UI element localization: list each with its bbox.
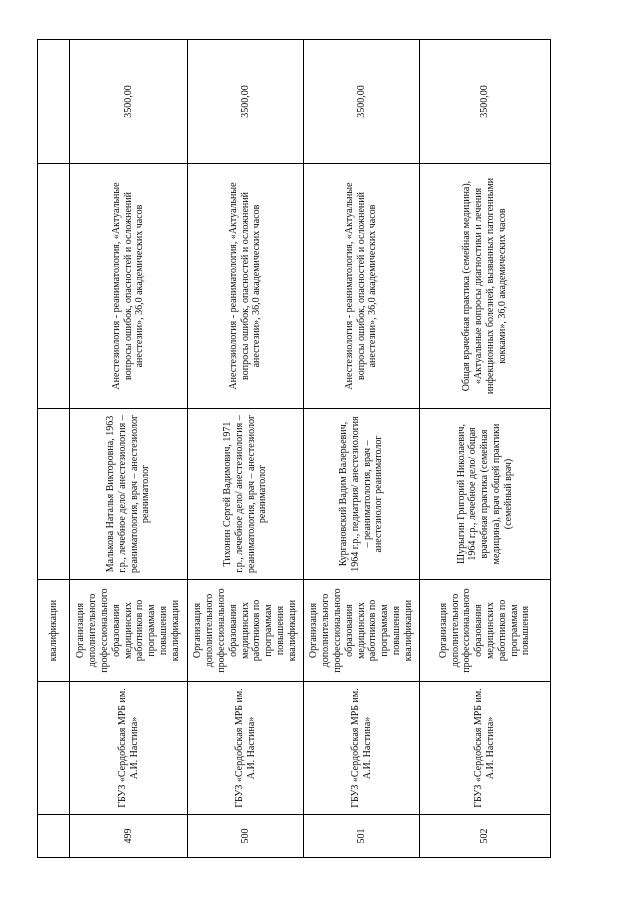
cell-person-empty xyxy=(38,409,70,580)
organization-cell: ГБУЗ «Сердобская МРБ им. А.И. Настина» xyxy=(420,682,551,815)
price-cell: 3500,00 xyxy=(420,40,551,164)
program-cell: Организация дополнительного профессионального образования медицинских работников по программам повышения xyxy=(420,580,551,682)
price-cell: 3500,00 xyxy=(304,40,420,164)
program-cell: Организация дополнительного профессионального образования медицинских работников по программам повышения квалификации xyxy=(188,580,304,682)
row-number: 502 xyxy=(420,815,551,858)
cell-number-empty xyxy=(38,815,70,858)
person-cell: Малькова Наталья Викторовна, 1963 г.р., лечебное дело/ анестезиология – реаниматология, врач – анестезиолог реаниматолог xyxy=(70,409,188,580)
table-row xyxy=(304,40,420,858)
organization-cell: ГБУЗ «Сердобская МРБ им. А.И. Настина» xyxy=(304,682,420,815)
course-cell: Анестезиология - реаниматология, «Актуальные вопросы ошибок, опасностей и осложнений анестезии», 36,0 академических часов xyxy=(188,164,304,409)
program-cell: Организация дополнительного профессионального образования медицинских работников по программам повышения квалификации xyxy=(304,580,420,682)
cell-organization-empty xyxy=(38,682,70,815)
table-row xyxy=(188,40,304,858)
course-cell: Анестезиология - реаниматология, «Актуальные вопросы ошибок, опасностей и осложнений анестезии», 36,0 академических часов xyxy=(304,164,420,409)
price-cell: 3500,00 xyxy=(188,40,304,164)
person-cell: Тихонин Сергей Вадимович, 1971 г.р., лечебное дело/ анестезиология – реаниматология, врач – анестезиолог реаниматолог xyxy=(188,409,304,580)
price-cell: 3500,00 xyxy=(70,40,188,164)
person-cell: Кургановский Вадим Валерьевич, 1964 г.р., педиатрия/ анестезиология – реаниматология, врач – анестезиолог реаниматолог xyxy=(304,409,420,580)
organization-cell: ГБУЗ «Сердобская МРБ им. А.И. Настина» xyxy=(188,682,304,815)
table-row xyxy=(420,40,551,858)
services-table xyxy=(37,39,551,858)
course-cell: Общая врачебная практика (семейная медицина), «Актуальные вопросы диагностики и лечения инфекционных болезней, вызванных патогенными кокками», 36,0 академических часов xyxy=(420,164,551,409)
person-cell: Шурыгин Григорий Николаевич, 1964 г.р., лечебное дело/ общая врачебная практика (семейная медицина), врач общей практики (семейный врач) xyxy=(420,409,551,580)
row-number: 501 xyxy=(304,815,420,858)
cell-course-empty xyxy=(38,164,70,409)
organization-cell: ГБУЗ «Сердобская МРБ им. А.И. Настина» xyxy=(70,682,188,815)
row-number: 500 xyxy=(188,815,304,858)
cell-continuation: квалификации xyxy=(38,580,70,682)
course-cell: Анестезиология - реаниматология, «Актуальные вопросы ошибок, опасностей и осложнений анестезии», 36,0 академических часов xyxy=(70,164,188,409)
cell-price-empty xyxy=(38,40,70,164)
row-number: 499 xyxy=(70,815,188,858)
table-row-continuation xyxy=(38,40,70,858)
program-cell: Организация дополнительного профессионального образования медицинских работников по программам повышения квалификации xyxy=(70,580,188,682)
rotated-table-container xyxy=(37,40,550,858)
table-row xyxy=(70,40,188,858)
